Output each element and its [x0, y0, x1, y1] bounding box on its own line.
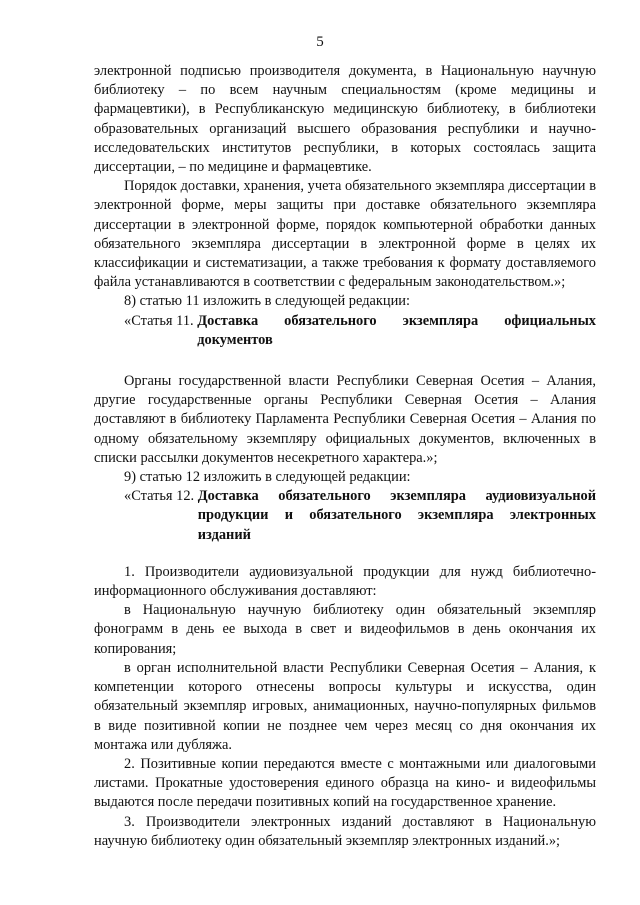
article-12-number: «Статья 12.	[124, 488, 198, 505]
article-11-title: Доставка обязательного экземпляра официальных документов	[197, 312, 596, 348]
amendment-item-9: 9) статью 12 изложить в следующей редакции:	[124, 469, 411, 486]
paragraph: Органы государственной власти Республики Северная Осетия – Алания, другие государственные органы Республики Северная Осетия – Алания доставляют в библиотеку Парламента Республики Северная Осетия – Алания по одному обязательному экземпляру официальных документов, включенных в списки рассылки документов несекретного характера.»;	[94, 373, 596, 466]
paragraph: Порядок доставки, хранения, учета обязательного экземпляра диссертации в электронной форме, меры защиты при доставке обязательного экземпляра диссертации в электронной форме, порядок компьютерной обработки данных обязательного экземпляра диссертации в электронной форме в целях их классификации и систематизации, а также требования к формату доставляемого файла устанавливаются в соответствии с федеральным законодательством.»;	[94, 178, 596, 291]
document-body	[94, 62, 596, 851]
article-12-heading	[124, 487, 596, 545]
paragraph: 1. Производители аудиовизуальной продукции для нужд библиотечно-информационного обслуживания доставляют:	[94, 563, 596, 600]
amendment-item-8: 8) статью 11 изложить в следующей редакции:	[124, 293, 410, 310]
article-11-number: «Статья 11.	[124, 312, 198, 329]
paragraph: электронной подписью производителя документа, в Национальную научную библиотеку – по всем научным специальностям (кроме медицины и фармацевтики), в Республиканскую медицинскую библиотеку, в библиотеки образовательных организаций высшего образования республики и научно-исследовательских институтов республики, в которых состоялась защита диссертации, – по медицине и фармацевтике.	[94, 63, 596, 176]
paragraph: в Национальную научную библиотеку один обязательный экземпляр фонограмм в день ее выхода в свет и видеофильмов в день окончания их копирования;	[94, 602, 596, 657]
article-12-title: Доставка обязательного экземпляра аудиовизуальной продукции и обязательного экземпляра электронных изданий	[197, 488, 596, 543]
paragraph: 3. Производители электронных изданий доставляют в Национальную научную библиотеку один обязательный экземпляр электронных изданий.»;	[94, 813, 596, 849]
paragraph: в орган исполнительной власти Республики Северная Осетия – Алания, к компетенции которого отнесены вопросы культуры и искусства, один обязательный экземпляр игровых, анимационных, научно-популярных фильмов в виде позитивной копии не позднее чем через месяц со дня окончания их монтажа или дубляжа.	[94, 659, 596, 753]
paragraph: 2. Позитивные копии передаются вместе с монтажными или диалоговыми листами. Прокатные удостоверения единого образца на кино- и видеофильмы выдаются после передачи позитивных копий на государственное хранение.	[94, 755, 596, 811]
page-number: 5	[316, 34, 324, 50]
article-11-heading	[124, 312, 596, 350]
